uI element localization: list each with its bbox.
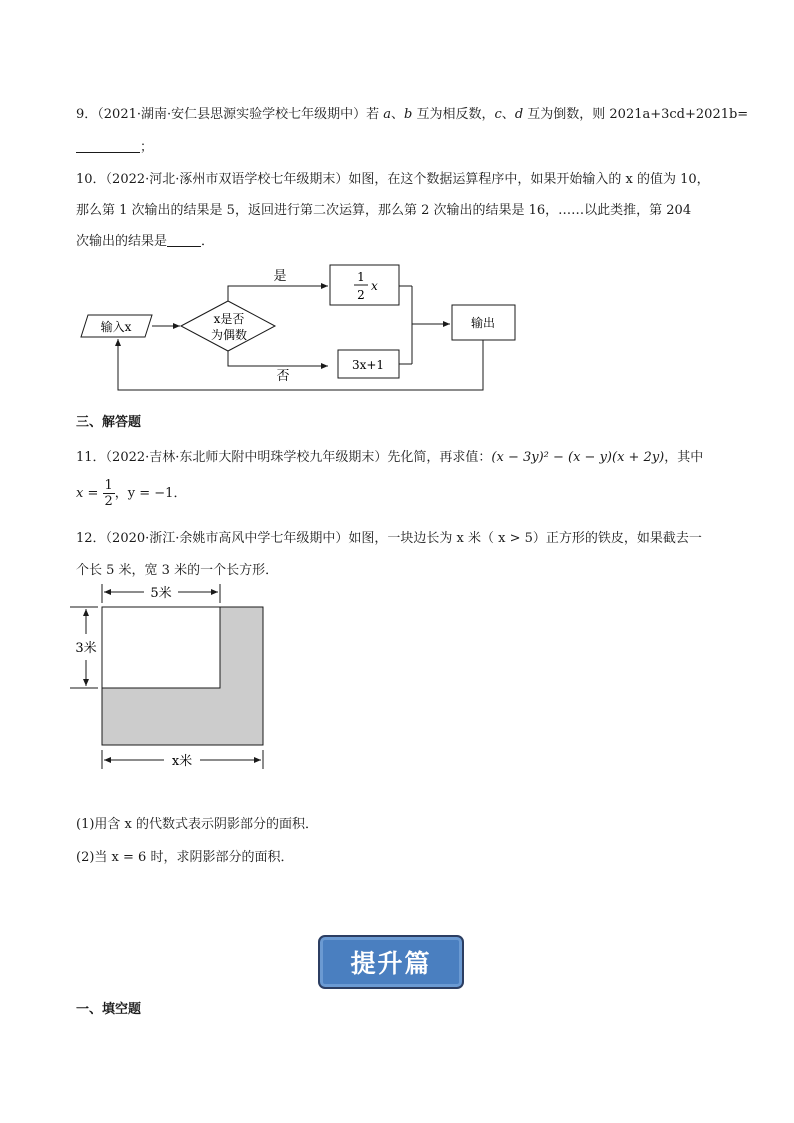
question-10-line2: 那么第 1 次输出的结果是 5，返回进行第二次运算，那么第 2 次输出的结果是 16，……以此类推，第 204 [76, 203, 692, 218]
output-label: 输出 [470, 316, 496, 330]
section-heading-answer-questions: 三、解答题 [76, 415, 142, 430]
banner-title: 提升篇 [350, 949, 432, 978]
question-12-line1: 12．（2020·浙江·余姚市高风中学七年级期中）如图，一块边长为 x 米（ x > 5）正方形的铁皮，如果截去一 [76, 531, 702, 546]
yes-label: 是 [273, 269, 287, 284]
question-12-part2: (2)当 x = 6 时，求阴影部分的面积． [76, 850, 294, 865]
decision-line1: x是否 [213, 312, 245, 326]
var-c: c [494, 107, 502, 122]
q9-expression: 2021a+3cd+2021b= [609, 107, 749, 122]
q10-end: ． [201, 234, 215, 249]
q11-text: 11．（2022·吉林·东北师大附中明珠学校九年级期末）先化简，再求值： [76, 450, 492, 465]
q10-text: 次输出的结果是 [76, 234, 168, 249]
section-heading-fill-in: 一、填空题 [76, 1002, 142, 1017]
q11-y-value: ，y = −1． [114, 486, 187, 501]
input-label: 输入x [100, 320, 132, 334]
q11-x-equals: x = [76, 486, 99, 501]
bottom-dimension-label: x米 [171, 754, 193, 769]
half-x-numerator: 1 [357, 270, 365, 284]
question-10-line1: 10．（2022·河北·涿州市双语学校七年级期末）如图，在这个数据运算程序中，如果开始输入的 x 的值为 10， [76, 172, 710, 187]
cut-rectangle [102, 607, 220, 688]
q11-fraction-denominator: 2 [104, 494, 113, 509]
left-dimension-label: 3米 [75, 641, 97, 656]
q11-fraction-numerator: 1 [104, 478, 113, 493]
top-dimension-label: 5米 [150, 586, 172, 601]
q9-end: ； [140, 140, 154, 155]
q9-text: 9．（2021·湖南·安仁县思源实验学校七年级期中）若 [76, 107, 384, 122]
q9-sep2: 、 [501, 107, 515, 122]
no-label: 否 [276, 369, 290, 384]
var-d: d [514, 107, 524, 122]
var-a: a [383, 107, 392, 122]
three-x-plus-one-label: 3x+1 [351, 358, 385, 372]
question-12-line2: 个长 5 米，宽 3 米的一个长方形． [76, 563, 279, 578]
half-x-variable: x [371, 279, 378, 293]
q11-end: ，其中 [664, 450, 704, 465]
question-12-part1: (1)用含 x 的代数式表示阴影部分的面积． [76, 817, 319, 832]
q9-sep1: 、 [391, 107, 405, 122]
decision-line2: 为偶数 [210, 328, 248, 342]
var-b: b [404, 107, 413, 122]
level-up-banner [318, 935, 464, 989]
q9-mid2: 互为倒数，则 [523, 107, 610, 122]
q11-expression: (x − 3y)² − (x − y)(x + 2y) [491, 450, 665, 465]
half-x-denominator: 2 [357, 288, 365, 302]
q9-mid1: 互为相反数， [412, 107, 495, 122]
